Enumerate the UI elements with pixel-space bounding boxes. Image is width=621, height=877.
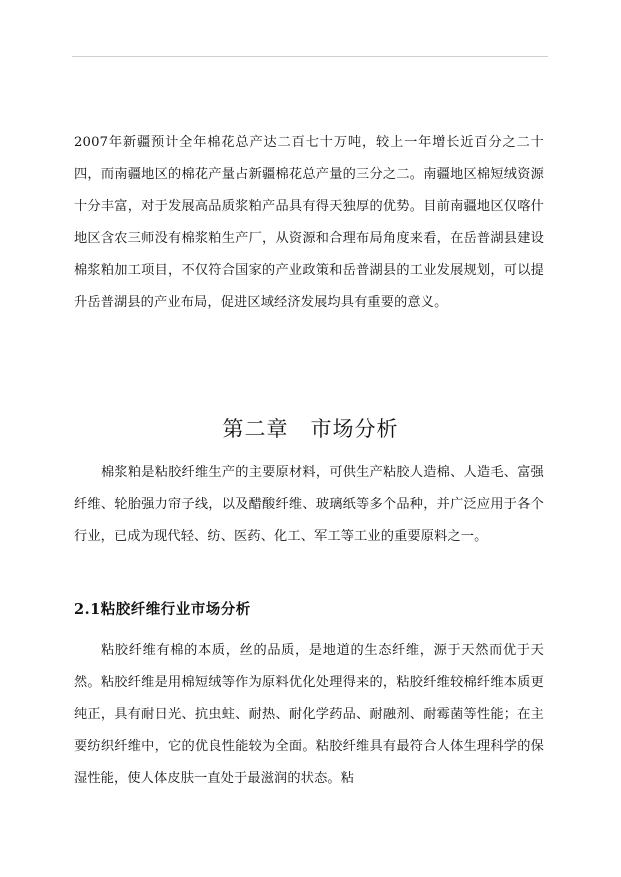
body-paragraph-2: 棉浆粕是粘胶纤维生产的主要原材料，可供生产粘胶人造棉、人造毛、富强纤维、轮胎强力帘子线，以及醋酸纤维、玻璃纸等多个品种，并广泛应用于各个行业，已成为现代轻、纺、医药、化工、军工等工业的重要原料之一。	[74, 465, 544, 544]
body-paragraph-1: 2007年新疆预计全年棉花总产达二百七十万吨，较上一年增长近百分之二十四，而南疆地区的棉花产量占新疆棉花总产量的三分之二。南疆地区棉短绒资源十分丰富，对于发展高品质浆粕产品具有得天独厚的优势。目前南疆地区仅喀什地区含农三师没有棉浆粕生产厂，从资源和合理布局角度来看，在岳普湖县建设棉浆粕加工项目，不仅符合国家的产业政策和岳普湖县的工业发展规划，可以提升岳普湖县的产业布局，促进区域经济发展均具有重要的意义。	[74, 135, 544, 310]
section-title: 2.1粘胶纤维行业市场分析	[74, 601, 251, 618]
body-paragraph-3: 粘胶纤维有棉的本质，丝的品质，是地道的生态纤维，源于天然而优于天然。粘胶纤维是用棉短绒等作为原料优化处理得来的，粘胶纤维较棉纤维本质更纯正，具有耐日光、抗虫蛀、耐热、耐化学药品、耐融剂、耐霉菌等性能；在主要纺织纤维中，它的优良性能较为全面。粘胶纤维具有最符合人体生理科学的保湿性能，使人体皮肤一直处于最滋润的状态。粘	[74, 643, 544, 786]
chapter-title: 第二章 市场分析	[222, 417, 399, 441]
header-divider	[72, 56, 548, 57]
